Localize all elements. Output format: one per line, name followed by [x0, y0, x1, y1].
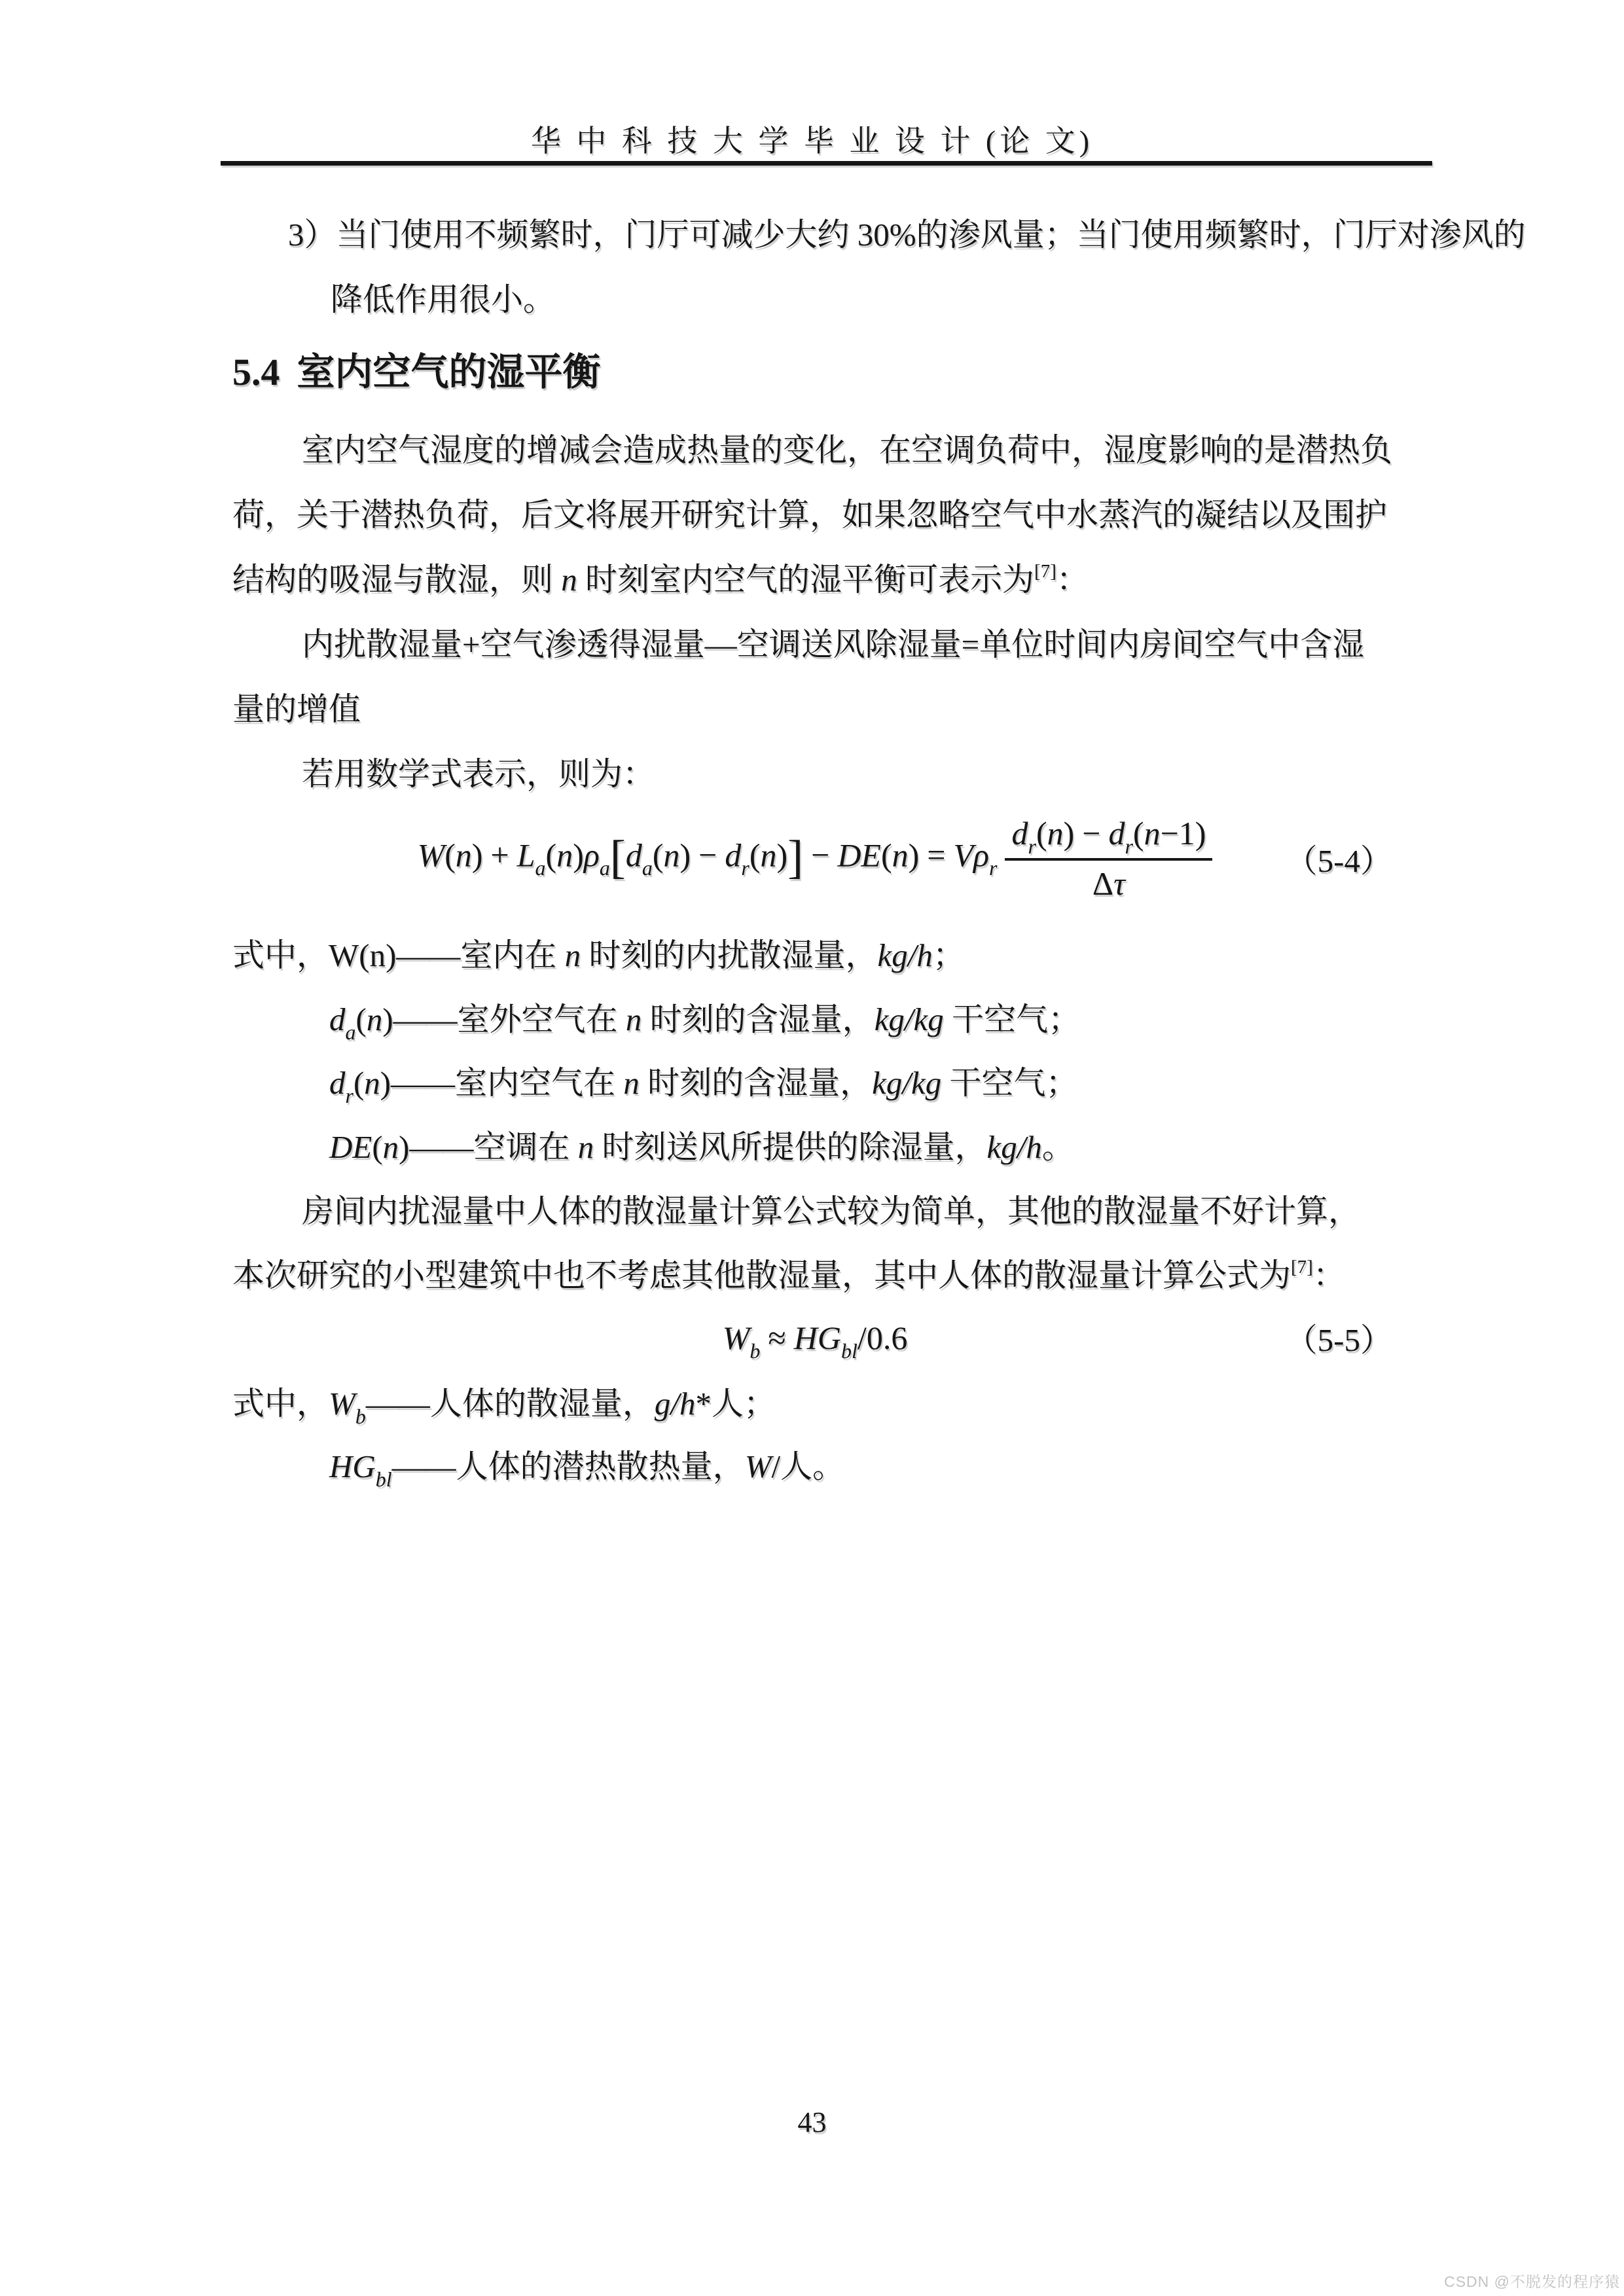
- var-d: d: [1108, 815, 1125, 852]
- definition-HGbl: [329, 1448, 845, 1491]
- paren: ): [399, 1129, 410, 1165]
- definition-W: [232, 937, 965, 974]
- dash: ——: [391, 1065, 456, 1101]
- var-d: d: [1011, 815, 1028, 852]
- paren: (: [353, 1065, 365, 1101]
- def-text: 。: [1041, 1129, 1074, 1165]
- plus-op: +: [490, 836, 509, 874]
- var-W: W: [722, 1319, 750, 1356]
- para2-colon: ：: [1312, 1257, 1345, 1293]
- intro-line-3-text: 结构的吸湿与散湿，则: [232, 562, 562, 598]
- equation-5-4-body: [418, 816, 1213, 902]
- def-text: 时刻送风所提供的除湿量，: [594, 1129, 987, 1165]
- intro-line-3: [232, 562, 1089, 598]
- balance-line-2: 量的增值: [232, 691, 361, 727]
- equation-5-5-tag: （5-5）: [1285, 1322, 1392, 1358]
- fraction-denominator: [1092, 861, 1125, 902]
- var-n: n: [760, 836, 777, 874]
- def-text: ；: [932, 937, 965, 973]
- var-n: n: [564, 937, 581, 973]
- sub-a: a: [535, 856, 546, 880]
- sub-a: a: [641, 856, 653, 880]
- sub-bl: bl: [841, 1339, 857, 1363]
- def-text: 干空气；: [941, 1065, 1078, 1101]
- var-n: n: [369, 937, 386, 973]
- def-text: 室内空气在: [455, 1065, 624, 1101]
- header-rule: [221, 161, 1432, 166]
- var-n: n: [561, 562, 577, 598]
- sub-r: r: [1028, 834, 1036, 858]
- para2-text: 本次研究的小型建筑中也不考虑其他散湿量，其中人体的散湿量计算公式为: [232, 1257, 1291, 1293]
- def-text: 时刻的含湿量，: [639, 1065, 873, 1101]
- def-lead: 式中，: [232, 937, 329, 973]
- var-DE: DE: [329, 1129, 372, 1165]
- paren: ): [471, 836, 483, 874]
- equation-5-4: [232, 815, 1398, 902]
- list-item-3-line-2: 降低作用很小。: [331, 281, 556, 317]
- var-rho: ρ: [583, 836, 600, 874]
- paren: (: [355, 1001, 367, 1037]
- var-d: d: [329, 1065, 346, 1101]
- paren: ): [1195, 815, 1206, 852]
- paren: (: [359, 937, 370, 973]
- var-V: V: [953, 836, 974, 874]
- var-d: d: [329, 1001, 346, 1037]
- sub-b: b: [355, 1405, 366, 1428]
- intro-line-1: 室内空气湿度的增减会造成热量的变化，在空调负荷中，湿度影响的是潜热负: [302, 432, 1393, 468]
- num-1: 1: [1178, 815, 1195, 852]
- sub-r: r: [989, 856, 998, 880]
- def-text: 室外空气在: [457, 1001, 626, 1037]
- intro-line-3-text-2: 时刻室内空气的湿平衡可表示为: [577, 562, 1035, 598]
- delta: Δ: [1092, 865, 1114, 902]
- def-text: 人体的散湿量，: [429, 1386, 655, 1422]
- def-text: 干空气；: [943, 1001, 1081, 1037]
- balance-line-1: 内扰散湿量+空气渗透得湿量—空调送风除湿量=单位时间内房间空气中含湿: [302, 626, 1365, 662]
- var-n: n: [1047, 815, 1064, 852]
- minus-op: −: [811, 836, 830, 874]
- bracket: [: [609, 831, 626, 884]
- paren: ): [679, 836, 691, 874]
- unit: kg/h: [986, 1129, 1042, 1165]
- num-0-6: 0.6: [866, 1319, 908, 1356]
- var-n: n: [366, 1001, 383, 1037]
- var-n: n: [382, 1129, 399, 1165]
- watermark: CSDN @不脱发的程序猿: [1444, 2273, 1620, 2290]
- dash: ——: [396, 937, 461, 973]
- approx-op: ≈: [768, 1319, 786, 1356]
- minus-op: −: [698, 836, 717, 874]
- dash: ——: [393, 1001, 458, 1037]
- header-title: 华 中 科 技 大 学 毕 业 设 计 (论 文): [530, 124, 1094, 158]
- page-number: 43: [797, 2106, 827, 2138]
- var-HG: HG: [793, 1319, 842, 1356]
- dash: ——: [365, 1386, 430, 1422]
- var-n: n: [556, 836, 573, 874]
- paren: ): [776, 836, 788, 874]
- paren: ): [573, 836, 584, 874]
- def-text: 空调在: [473, 1129, 578, 1165]
- section-heading: [232, 351, 601, 395]
- def-text: 时刻的内扰散湿量，: [581, 937, 878, 973]
- def-text: /人。: [771, 1448, 845, 1484]
- var-tau: τ: [1113, 865, 1125, 902]
- var-W: W: [329, 937, 359, 973]
- var-n: n: [364, 1065, 380, 1101]
- equation-5-5-body: [722, 1319, 908, 1363]
- slash: /: [857, 1319, 867, 1356]
- equation-5-4-tag: （5-4）: [1285, 843, 1392, 879]
- def-text: 室内在: [460, 937, 565, 973]
- minus-op: −: [1082, 815, 1101, 852]
- sub-r: r: [1125, 834, 1133, 858]
- paren: (: [880, 836, 892, 874]
- var-W: W: [329, 1386, 355, 1422]
- paren: ): [380, 1065, 391, 1101]
- var-rho: ρ: [973, 836, 990, 874]
- dash: ——: [409, 1129, 474, 1165]
- var-n: n: [625, 1001, 642, 1037]
- math-lead: 若用数学式表示，则为：: [302, 756, 655, 792]
- var-DE: DE: [837, 836, 881, 874]
- unit: W: [744, 1448, 772, 1484]
- unit: kg/kg: [874, 1001, 944, 1037]
- sub-a: a: [599, 856, 610, 880]
- section-number: 5.4: [232, 351, 280, 393]
- paren: (: [444, 836, 456, 874]
- sub-a: a: [345, 1020, 356, 1044]
- paren: ): [1063, 815, 1075, 852]
- sub-bl: bl: [375, 1467, 392, 1491]
- var-n: n: [455, 836, 472, 874]
- def-lead: 式中，: [232, 1386, 329, 1422]
- def-text: *人；: [695, 1386, 776, 1422]
- definition-Wb: [232, 1386, 776, 1428]
- paren: (: [749, 836, 761, 874]
- var-HG: HG: [329, 1448, 376, 1484]
- paren: ): [382, 1001, 393, 1037]
- fraction-numerator: [1005, 816, 1212, 861]
- bracket: ]: [787, 831, 804, 884]
- unit: g/h: [654, 1386, 696, 1422]
- var-n: n: [892, 836, 909, 874]
- intro-line-2: 荷，关于潜热负荷，后文将展开研究计算，如果忽略空气中水蒸汽的凝结以及围护: [232, 497, 1388, 533]
- var-n: n: [577, 1129, 594, 1165]
- var-d: d: [625, 836, 642, 874]
- var-n: n: [623, 1065, 640, 1101]
- paren: ): [386, 937, 397, 973]
- sub-b: b: [749, 1339, 761, 1363]
- sub-r: r: [741, 856, 749, 880]
- paren: (: [1036, 815, 1047, 852]
- list-item-3-line-1: 3）当门使用不频繁时，门厅可减少大约 30%的渗风量；当门使用频繁时，门厅对渗风的: [288, 217, 1526, 253]
- minus-op: −: [1160, 815, 1179, 852]
- paren: (: [545, 836, 557, 874]
- fraction: [1005, 816, 1212, 902]
- citation-7: [7]: [1034, 561, 1056, 582]
- definition-da: [329, 1001, 1081, 1044]
- unit: kg/kg: [872, 1065, 942, 1101]
- equals-op: =: [927, 836, 946, 874]
- definition-dr: [329, 1065, 1078, 1107]
- paren: ): [908, 836, 920, 874]
- sub-r: r: [345, 1084, 353, 1107]
- para2-line-1: 房间内扰湿量中人体的散湿量计算公式较为简单，其他的散湿量不好计算，: [302, 1193, 1361, 1229]
- def-text: 时刻的含湿量，: [641, 1001, 875, 1037]
- var-n: n: [1144, 815, 1161, 852]
- citation-7: [7]: [1291, 1257, 1313, 1278]
- var-L: L: [516, 836, 535, 874]
- section-title: 室内空气的湿平衡: [297, 351, 601, 393]
- paren: (: [652, 836, 664, 874]
- paren: (: [1132, 815, 1144, 852]
- var-W: W: [417, 836, 445, 874]
- paren: (: [372, 1129, 383, 1165]
- para2-line-2: [232, 1257, 1345, 1294]
- def-text: 人体的潜热散热量，: [456, 1448, 745, 1484]
- definition-DE: [329, 1129, 1074, 1166]
- dash: ——: [391, 1448, 456, 1484]
- equation-5-5: [232, 1317, 1398, 1363]
- var-n: n: [663, 836, 680, 874]
- unit: kg/h: [877, 937, 933, 973]
- intro-line-3-colon: ：: [1056, 562, 1089, 598]
- var-d: d: [725, 836, 742, 874]
